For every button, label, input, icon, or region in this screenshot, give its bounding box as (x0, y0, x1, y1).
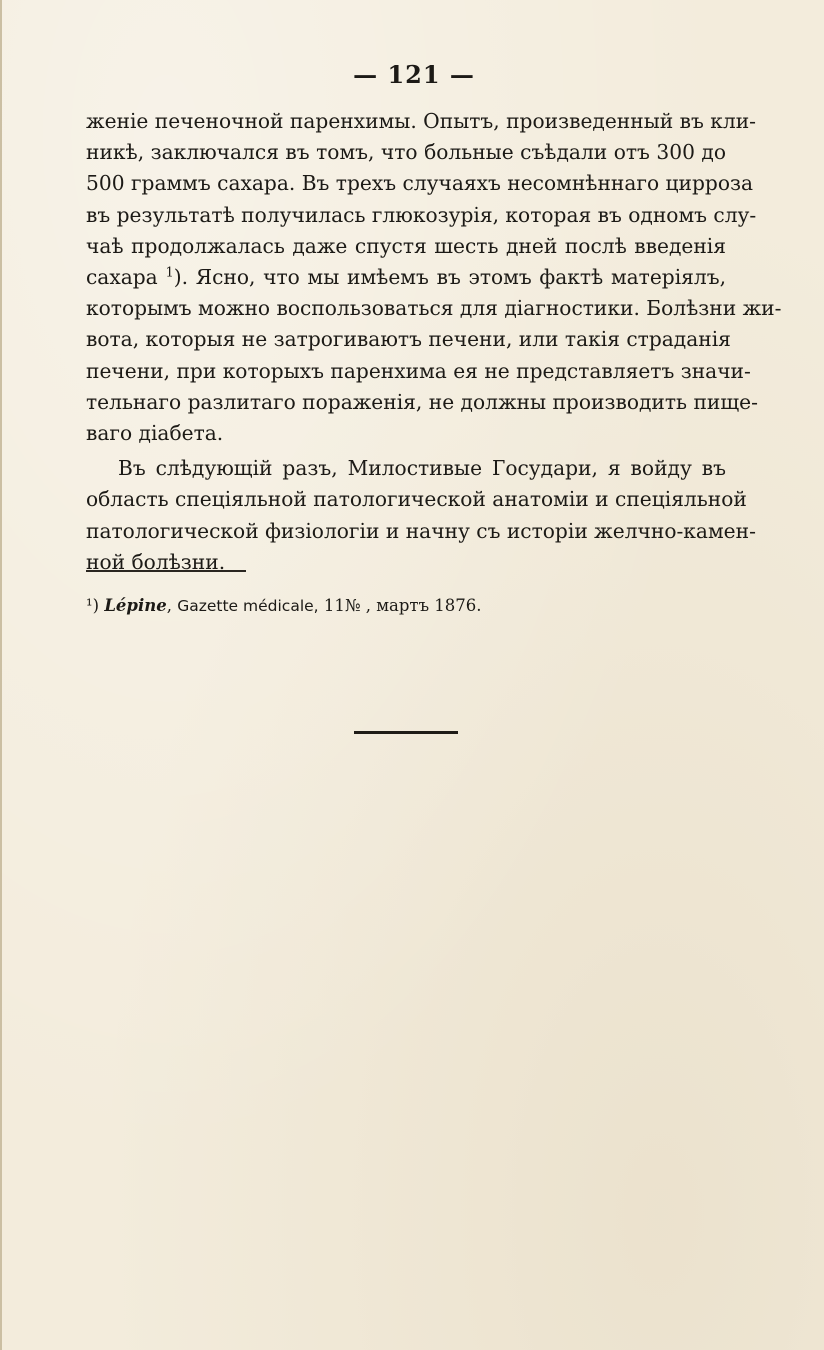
footnote-reference: 1 (165, 265, 174, 281)
text-line: 500 граммъ сахара. Въ трехъ случаяхъ несомнѣннаго цирроза (86, 171, 754, 196)
footnote-journal: Gazette médicale, (177, 597, 319, 615)
text-line: тельнаго разлитаго пораженiя, не должны производить пище- (86, 389, 758, 414)
end-divider (354, 731, 458, 734)
footnote-marker: ¹) (86, 596, 100, 615)
text-line: женiе печеночной паренхимы. Опытъ, произведенный въ кли- (86, 109, 756, 133)
text-line: Въ слѣдующiй разъ, Милостивые Государи, я войду въ (118, 456, 726, 481)
text-line: никѣ, заключался въ томъ, что больные съѣдали отъ 300 до (86, 140, 726, 165)
main-text (86, 106, 782, 578)
text-line: ваго дiабета. (86, 421, 224, 446)
page-number: — 121 — (353, 60, 475, 89)
footnote-date: мартъ 1876. (376, 596, 482, 615)
text-line: чаѣ продолжалась даже спустя шесть дней послѣ введенiя (86, 233, 726, 258)
text-line: вота, которыя не затрогиваютъ печени, или такiя страданiя (86, 327, 731, 352)
text-line: патологической физiологiи и начну съ исторiи желчно-камен- (86, 518, 756, 543)
text-line: которымъ можно воспользоваться для дiагностики. Болѣзни жи- (86, 296, 782, 321)
footnote: ¹) Lépine, Gazette médicale, 11№ , мартъ 1876. (86, 596, 482, 615)
footnote-issue: 11№ , (323, 596, 371, 615)
text-fragment: ). Ясно, что мы имѣемъ въ этомъ фактѣ матерiялъ, (173, 265, 726, 290)
text-line: область спецiяльной патологической анатомiи и спецiяльной (86, 487, 747, 512)
text-line: ной болѣзни. (86, 549, 226, 574)
text-line (86, 262, 726, 293)
text-line: въ результатѣ получилась глюкозурiя, которая въ одномъ слу- (86, 202, 757, 227)
footnote-author: Lépine (104, 596, 167, 615)
footnote-divider (86, 570, 246, 572)
text-fragment: сахара (86, 265, 158, 290)
text-line: печени, при которыхъ паренхима ея не представляетъ значи- (86, 358, 751, 383)
